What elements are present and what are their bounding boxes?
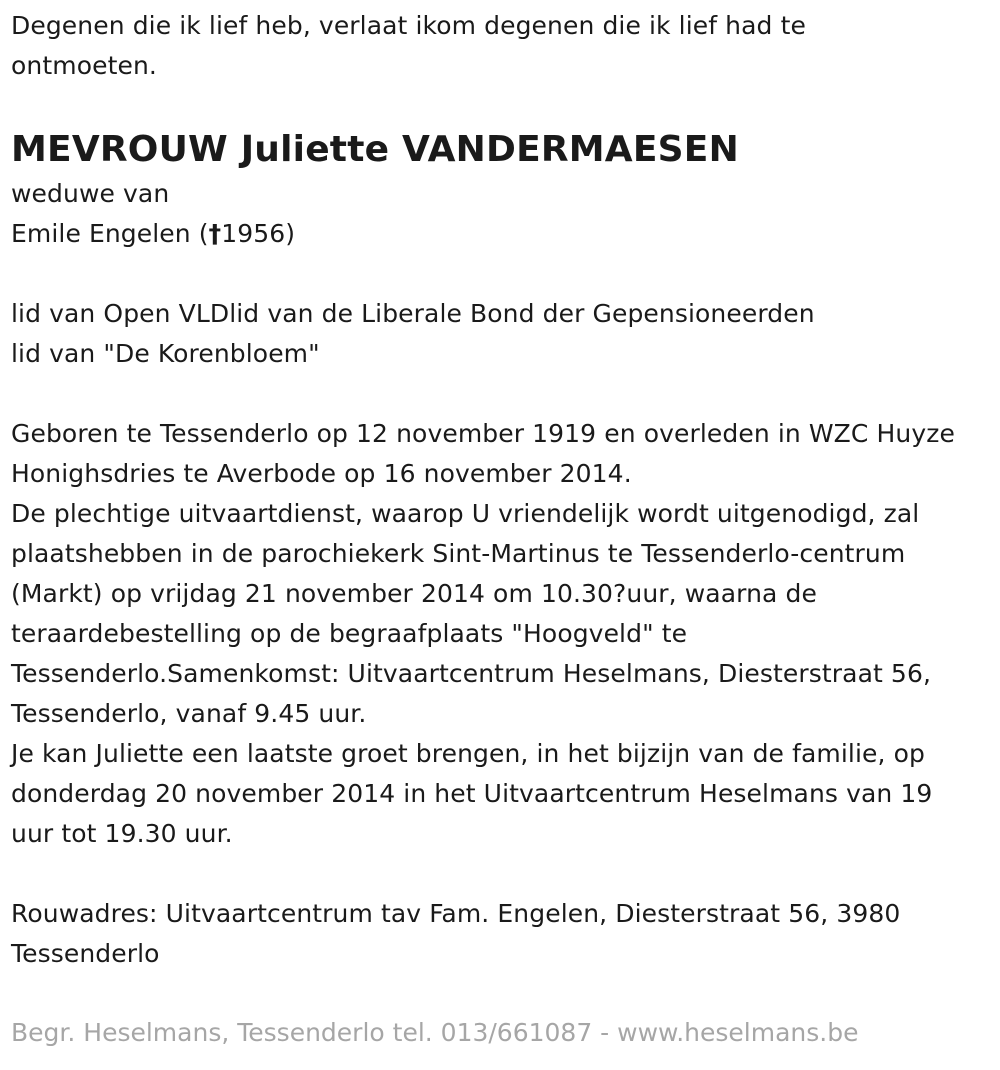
details-line: plaatshebben in de parochiekerk Sint-Martinus te Tessenderlo-centrum	[11, 539, 906, 568]
details-line: Honighsdries te Averbode op 16 november 2014.	[11, 459, 632, 488]
address-line: Rouwadres: Uitvaartcentrum tav Fam. Engelen, Diesterstraat 56, 3980	[11, 899, 901, 928]
spouse-death-year: 1956)	[221, 219, 296, 248]
details-line: Je kan Juliette een laatste groet brengen, in het bijzijn van de familie, op	[11, 739, 925, 768]
deceased-name	[11, 126, 1000, 174]
address-line: Tessenderlo	[11, 939, 160, 968]
membership-line: lid van "De Korenbloem"	[11, 339, 320, 368]
funeral-home-footer: Begr. Heselmans, Tessenderlo tel. 013/661087 - www.heselmans.be	[11, 1018, 859, 1047]
details-line: Geboren te Tessenderlo op 12 november 1919 en overleden in WZC Huyze	[11, 419, 955, 448]
details-line: teraardebestelling op de begraafplaats "Hoogveld" te	[11, 619, 688, 648]
opening-quote	[11, 6, 1000, 86]
details-line: donderdag 20 november 2014 in het Uitvaartcentrum Heselmans van 19	[11, 779, 933, 808]
name-last: VANDERMAESEN	[401, 129, 739, 170]
spacer	[11, 374, 1000, 414]
quote-line: Degenen die ik lief heb, verlaat ikom degenen die ik lief had te	[11, 11, 806, 40]
memberships-block	[11, 294, 1000, 374]
details-line: (Markt) op vrijdag 21 november 2014 om 10.30?uur, waarna de	[11, 579, 817, 608]
details-block	[11, 414, 1000, 854]
details-line: Tessenderlo.Samenkomst: Uitvaartcentrum Heselmans, Diesterstraat 56,	[11, 659, 931, 688]
spouse-name	[11, 214, 1000, 254]
spacer	[11, 854, 1000, 894]
spouse-relation: weduwe van	[11, 179, 170, 208]
spouse-name-text: Emile Engelen (	[11, 219, 209, 248]
dagger-icon: †	[208, 219, 222, 248]
details-line: Tessenderlo, vanaf 9.45 uur.	[11, 699, 367, 728]
address-block	[11, 894, 1000, 974]
spouse-block	[11, 174, 1000, 254]
details-line: De plechtige uitvaartdienst, waarop U vriendelijk wordt uitgenodigd, zal	[11, 499, 920, 528]
spacer	[11, 254, 1000, 294]
details-line: uur tot 19.30 uur.	[11, 819, 233, 848]
quote-line: ontmoeten.	[11, 51, 157, 80]
membership-line: lid van Open VLDlid van de Liberale Bond der Gepensioneerden	[11, 299, 815, 328]
name-first: Juliette	[240, 129, 390, 170]
name-title: MEVROUW	[11, 129, 228, 170]
